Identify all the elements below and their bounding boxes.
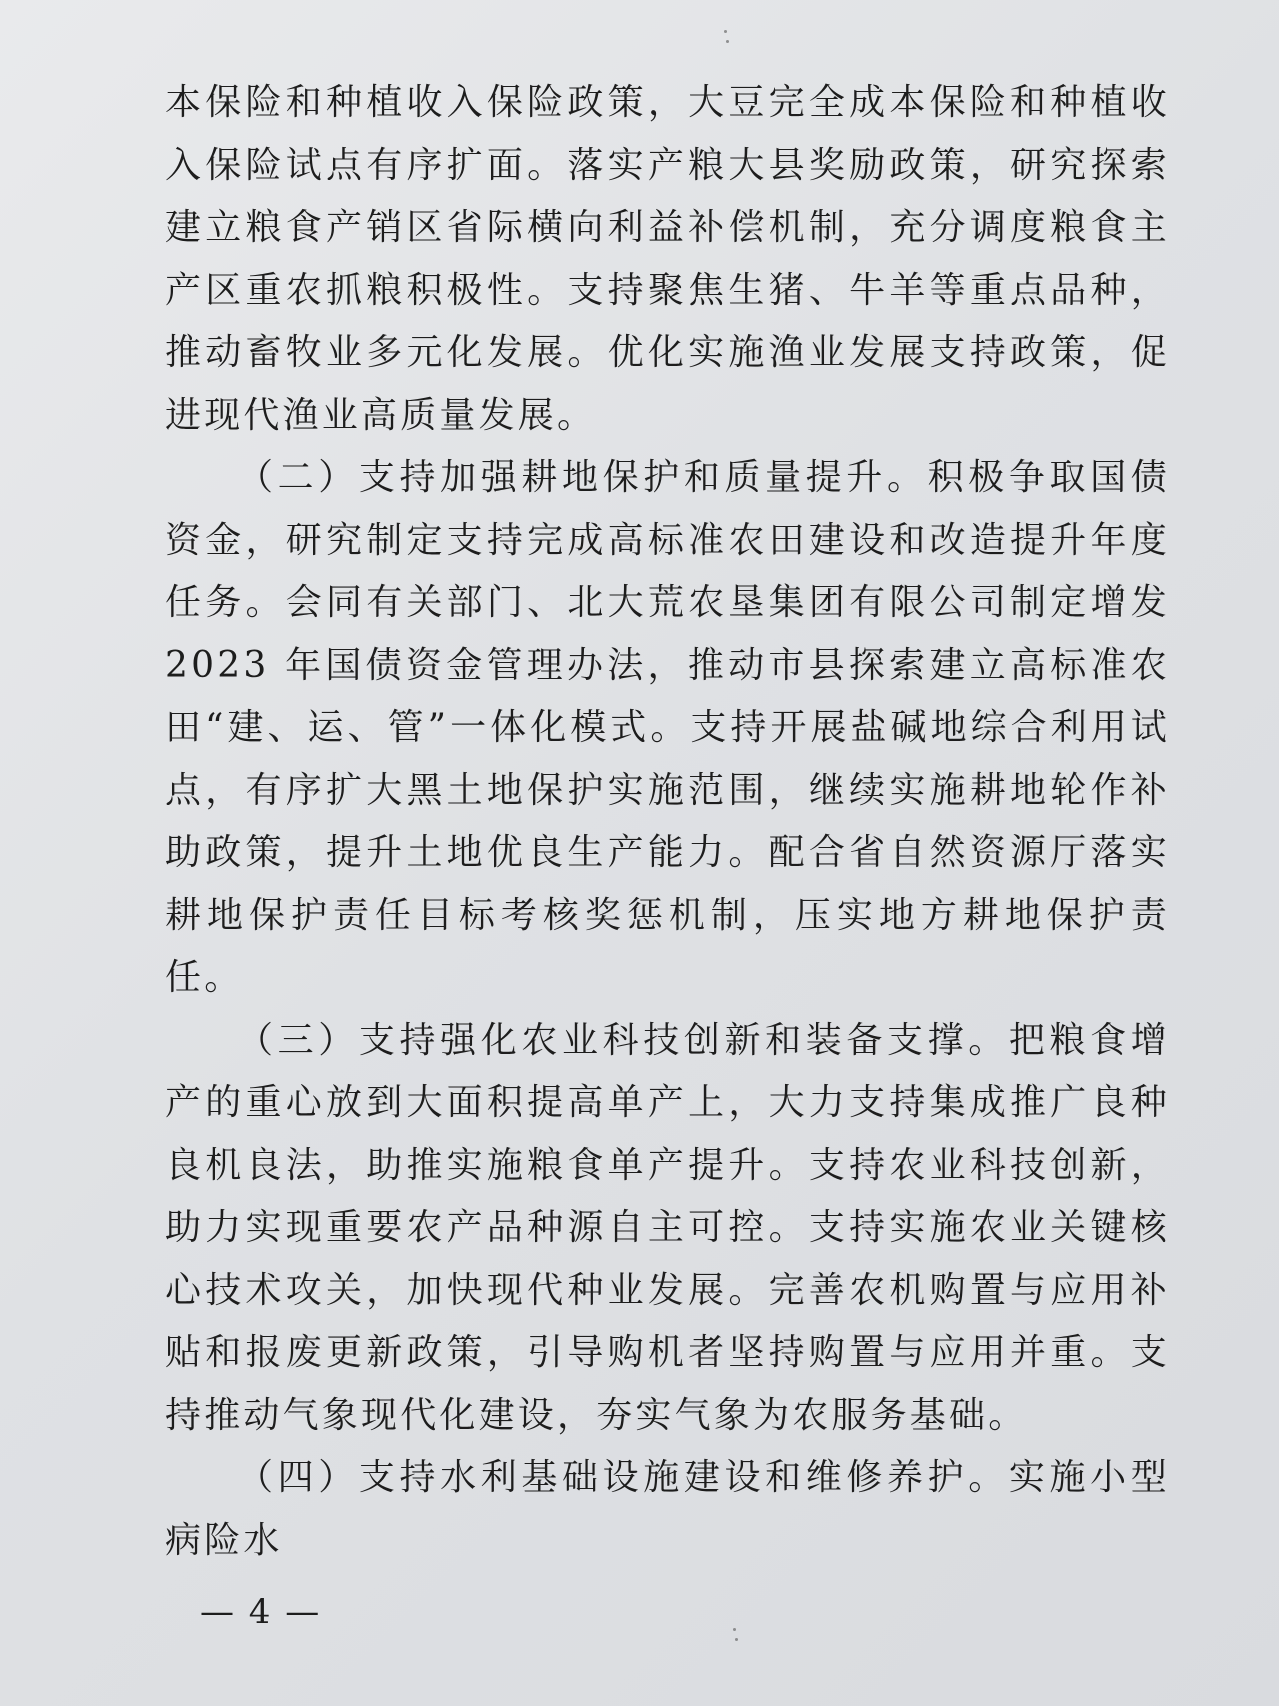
document-body [165, 72, 1170, 1572]
paragraph-agri-technology: （三）支持强化农业科技创新和装备支撑。把粮食增产的重心放到大面积提高单产上，大力支持集成推广良种良机良法，助推实施粮食单产提升。支持农业科技创新，助力实现重要农产品种源自主可控。支持实施农业关键核心技术攻关，加快现代种业发展。完善农机购置与应用补贴和报废更新政策，引导购机者坚持购置与应用并重。支持推动气象现代化建设，夯实气象为农服务基础。 [165, 1019, 1170, 1436]
paper-speck [733, 1628, 736, 1631]
paragraph-farmland-protection: （二）支持加强耕地保护和质量提升。积极争取国债资金，研究制定支持完成高标准农田建设和改造提升年度任务。会同有关部门、北大荒农垦集团有限公司制定增发 2023 年国债资金管理办法，推动市县探索建立高标准农田“建、运、管”一体化模式。支持开展盐碱地综合利用试点，有序扩大黑土地保护实施范围，继续实施耕地轮作补助政策，提升土地优良生产能力。配合省自然资源厅落实耕地保护责任目标考核奖惩机制，压实地方耕地保护责任。 [165, 457, 1170, 998]
paper-speck [726, 40, 729, 43]
paragraph-insurance-policy: 本保险和种植收入保险政策，大豆完全成本保险和种植收入保险试点有序扩面。落实产粮大县奖励政策，研究探索建立粮食产销区省际横向利益补偿机制，充分调度粮食主产区重农抓粮积极性。支持聚焦生猪、牛羊等重点品种，推动畜牧业多元化发展。优化实施渔业发展支持政策，促进现代渔业高质量发展。 [165, 82, 1170, 436]
paragraph-water-infrastructure: （四）支持水利基础设施建设和维修养护。实施小型病险水 [165, 1457, 1170, 1561]
paper-speck [735, 1638, 738, 1641]
page-number: — 4 — [200, 1592, 322, 1632]
paper-speck [724, 30, 727, 33]
